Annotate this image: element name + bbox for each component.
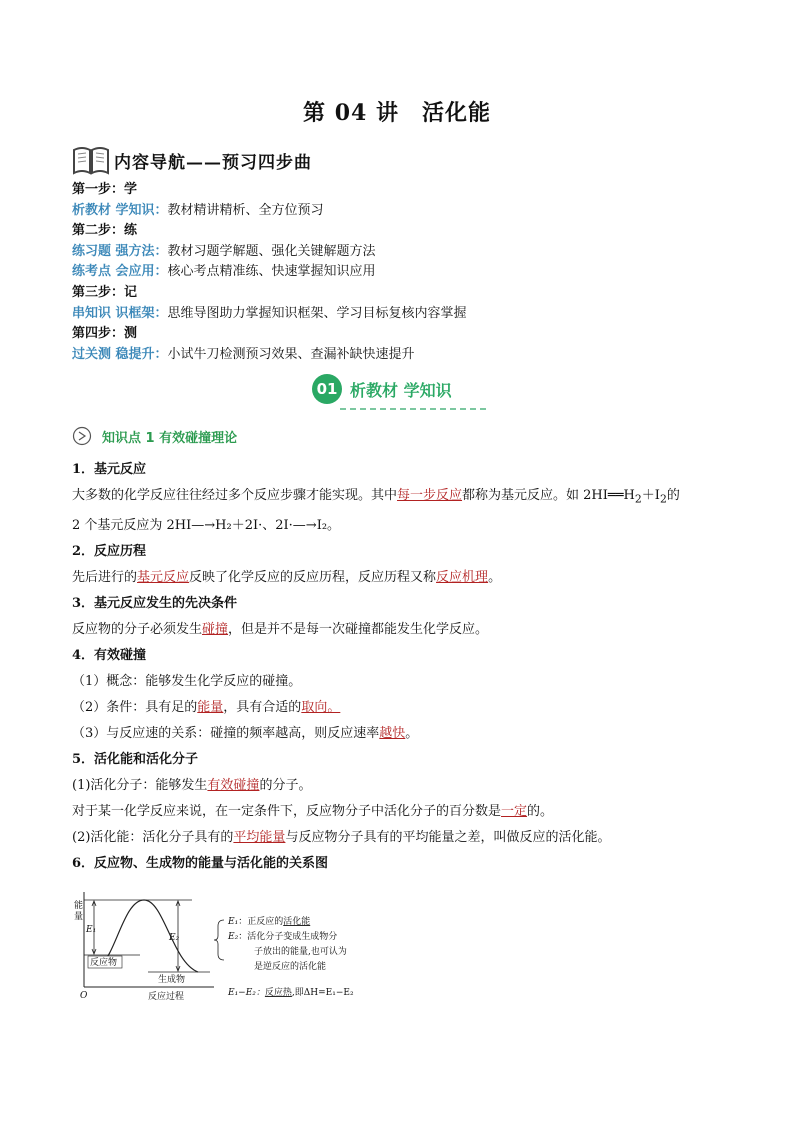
step-3-key: 串知识 识框架： [72, 305, 168, 321]
text-segment: ＋I [641, 488, 660, 503]
y-axis-label-2: 量 [74, 912, 84, 922]
step-1-desc: 教材精讲精析、全方位预习 [167, 202, 324, 218]
key-term: 基元反应 [137, 569, 190, 585]
key-term: 越快 [379, 725, 406, 741]
text-segment: 反映了化学反应的反应历程，反应历程又称 [189, 569, 437, 585]
section-1-paragraph [72, 483, 722, 513]
text-segment: 先后进行的 [72, 569, 138, 585]
section-banner [312, 374, 452, 404]
section-4-line-3 [72, 721, 722, 747]
text-segment: (1)活化分子：能够发生 [72, 777, 208, 793]
energy-diagram [72, 888, 392, 1006]
text-segment: 与反应物分子具有的平均能量之差，叫做反应的活化能。 [285, 829, 611, 845]
text-segment: 反应物的分子必须发生 [72, 621, 203, 637]
step-2b-key: 练考点 会应用： [72, 264, 168, 280]
step-2a-desc: 教材习题学解题、强化关键解题方法 [167, 243, 376, 259]
legend-2: ：活化分子变成生成物分 [238, 932, 338, 942]
e2-label: E₂ [169, 933, 180, 943]
knowledge-point-header [72, 426, 237, 446]
legend-brace [214, 920, 224, 960]
legend-5b: ,即ΔH=E₁−E₂ [291, 988, 354, 998]
key-term: 碰撞 [202, 621, 229, 637]
text-segment: 都称为基元反应。如 2HI══H [462, 488, 635, 503]
key-term: 每一步反应 [397, 488, 463, 503]
section-3-heading: 3．基元反应发生的先决条件 [72, 595, 238, 611]
text-segment: ，具有合适的 [223, 699, 302, 715]
section-6-heading: 6．反应物、生成物的能量与活化能的关系图 [72, 855, 329, 871]
e2-symbol: E₂ [228, 932, 239, 942]
legend-line-5 [227, 986, 354, 998]
step-1-key: 析教材 学知识： [72, 202, 168, 218]
step-2a-key: 练习题 强方法： [72, 243, 168, 259]
section-4-heading: 4．有效碰撞 [72, 647, 147, 663]
step-4-key: 过关测 稳提升： [72, 346, 168, 362]
section-4-line-1: （1）概念：能够发生化学反应的碰撞。 [72, 673, 302, 689]
section-1-line-2: 2 个基元反应为 2HI—→H₂＋2I·、2I·—→I₂。 [72, 517, 341, 533]
key-term: 平均能量 [233, 829, 286, 845]
step-3-desc: 思维导图助力掌握知识框架、学习目标复核内容掌握 [167, 305, 467, 321]
x-axis-label: 反应过程 [148, 992, 185, 1002]
text-segment: 的 [666, 488, 680, 503]
nav-title: 内容导航——预习四步曲 [114, 152, 312, 173]
e1-label: E₁ [86, 925, 97, 935]
main-content [72, 457, 722, 877]
banner-divider [340, 408, 486, 410]
content-nav-header [72, 144, 312, 176]
step-2b-desc: 核心考点精准练、快速掌握知识应用 [167, 264, 376, 280]
book-icon [72, 144, 110, 176]
section-5-line-1 [72, 773, 722, 799]
section-5-heading: 5．活化能和活化分子 [72, 751, 199, 767]
knowledge-point-title: 知识点 1 有效碰撞理论 [102, 430, 238, 446]
section-1-heading: 1．基元反应 [72, 462, 147, 477]
e1-symbol: E₁ [228, 917, 239, 927]
step-2-heading: 第二步：练 [72, 223, 138, 239]
text-segment: 。 [488, 569, 502, 585]
section-5-line-2 [72, 799, 722, 825]
legend-line-1 [227, 915, 310, 927]
reactant-label: 反应物 [90, 958, 118, 968]
legend-line-3: 子放出的能量,也可认为 [254, 947, 347, 957]
section-2-heading: 2．反应历程 [72, 543, 147, 559]
step-list [72, 180, 467, 365]
text-segment: 。 [405, 725, 419, 741]
text-segment: 对于某一化学反应来说，在一定条件下，反应物分子中活化分子的百分数是 [72, 803, 502, 819]
text-segment: ，但是并不是每一次碰撞都能发生化学反应。 [228, 621, 489, 637]
section-5-line-3 [72, 825, 722, 851]
key-term: 反应机理 [436, 569, 489, 585]
section-3-paragraph [72, 617, 722, 643]
text-segment: 的分子。 [259, 777, 312, 793]
legend-line-2 [227, 930, 337, 942]
step-1-heading: 第一步：学 [72, 182, 138, 197]
step-4-desc: 小试牛刀检测预习效果、查漏补缺快速提升 [167, 346, 415, 362]
section-number-badge: 01 [312, 374, 342, 404]
page-title: 第 04 讲 活化能 [303, 100, 491, 126]
origin-label: O [80, 991, 88, 1001]
key-term: 能量 [197, 699, 224, 715]
key-term: 取向。 [301, 699, 341, 715]
step-4-heading: 第四步：测 [72, 326, 138, 342]
text-segment: 大多数的化学反应往往经过多个反应步骤才能实现。其中 [72, 488, 398, 503]
text-segment: (2)活化能：活化分子具有的 [72, 829, 234, 845]
subscript: 2 [659, 492, 667, 506]
y-axis-label-1: 能 [74, 901, 84, 911]
legend-1a: ：正反应的 [238, 917, 284, 927]
legend-5a: E₁−E₂： [228, 988, 265, 998]
section-2-paragraph [72, 565, 722, 591]
legend-line-4: 是逆反应的活化能 [254, 962, 327, 972]
product-label: 生成物 [158, 975, 186, 985]
text-segment: （3）与反应速的关系：碰撞的频率越高，则反应速率 [72, 725, 380, 741]
key-term: 有效碰撞 [207, 777, 260, 793]
section-4-line-2 [72, 695, 722, 721]
step-3-heading: 第三步：记 [72, 284, 138, 300]
section-banner-title: 析教材 学知识 [350, 380, 452, 400]
legend-5u: 反应热 [264, 988, 292, 998]
text-segment: （2）条件：具有足的 [72, 699, 198, 715]
legend-1u: 活化能 [283, 917, 311, 927]
arrow-circle-icon [72, 426, 92, 446]
key-term: 一定 [501, 803, 528, 819]
text-segment: 的。 [527, 803, 554, 819]
subscript: 2 [634, 492, 642, 506]
